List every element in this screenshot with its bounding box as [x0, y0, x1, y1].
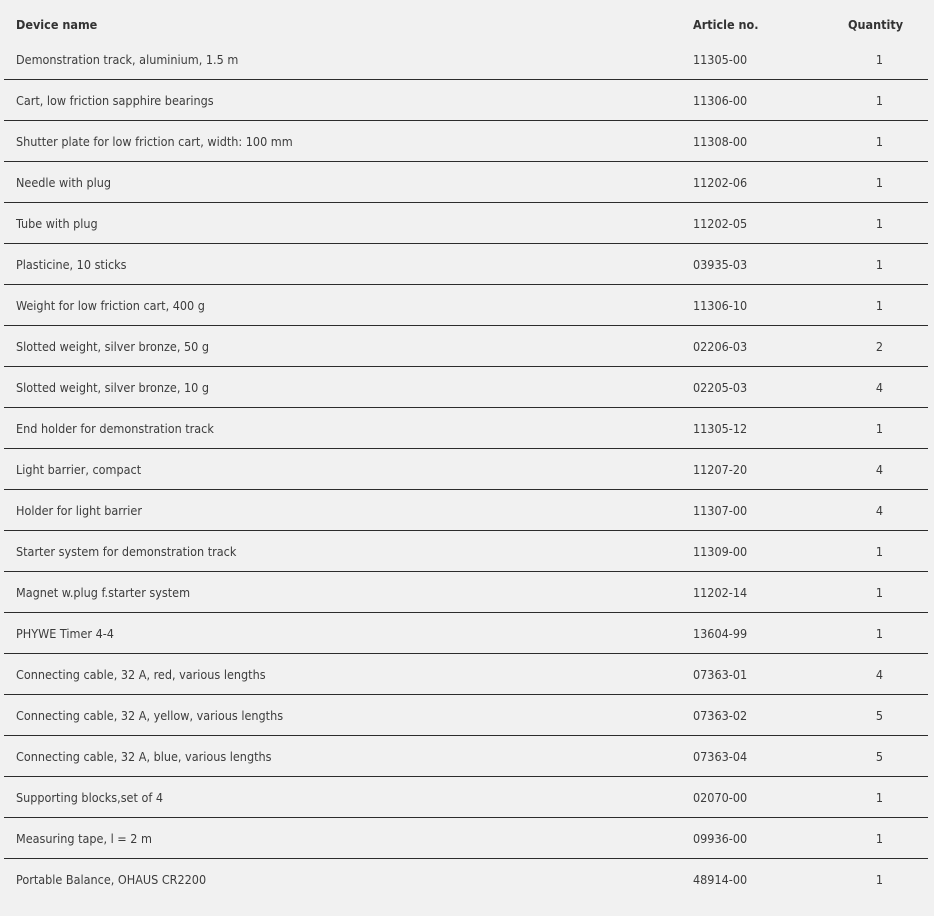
quantity-cell: 1	[875, 52, 884, 67]
device-name-cell: Slotted weight, silver bronze, 50 g	[16, 338, 210, 354]
device-name-cell: Weight for low friction cart, 400 g	[16, 297, 205, 313]
table-row	[4, 285, 928, 326]
article-no-cell: 11305-00	[693, 52, 748, 67]
article-no-cell: 11202-06	[693, 174, 748, 190]
article-no-cell: 07363-01	[693, 666, 748, 682]
table-row	[4, 367, 928, 408]
device-name-cell: Connecting cable, 32 A, blue, various lengths	[16, 748, 272, 764]
quantity-cell: 1	[875, 297, 884, 313]
table-row	[4, 490, 928, 531]
quantity-cell: 5	[875, 707, 884, 723]
quantity-cell: 1	[875, 92, 884, 108]
table-row	[4, 859, 928, 900]
header-article-no: Article no.	[693, 16, 759, 32]
table-row	[4, 449, 928, 490]
device-name-cell: Shutter plate for low friction cart, width: 100 mm	[16, 133, 293, 149]
header-quantity: Quantity	[847, 16, 904, 32]
article-no-cell: 11305-12	[693, 420, 748, 436]
table-row	[4, 162, 928, 203]
table-row	[4, 777, 928, 818]
table-row	[4, 654, 928, 695]
device-name-cell: Connecting cable, 32 A, yellow, various lengths	[16, 707, 284, 723]
article-no-cell: 11207-20	[693, 461, 748, 477]
article-no-cell: 11309-00	[693, 543, 748, 559]
table-row	[4, 244, 928, 285]
quantity-cell: 1	[875, 133, 884, 149]
header-device-name: Device name	[16, 16, 98, 32]
article-no-cell: 11308-00	[693, 133, 748, 149]
article-no-cell: 11306-00	[693, 92, 748, 108]
table-row	[4, 203, 928, 244]
device-name-cell: Supporting blocks,set of 4	[16, 789, 164, 805]
article-no-cell: 02205-03	[693, 379, 748, 395]
article-no-cell: 02206-03	[693, 338, 748, 354]
table-row	[4, 408, 928, 449]
quantity-cell: 1	[875, 625, 884, 641]
quantity-cell: 1	[875, 830, 884, 846]
table-row	[4, 121, 928, 162]
device-name-cell: Measuring tape, l = 2 m	[16, 830, 152, 846]
device-name-cell: Demonstration track, aluminium, 1.5 m	[16, 52, 239, 67]
table-row	[4, 613, 928, 654]
quantity-cell: 4	[875, 666, 884, 682]
quantity-cell: 1	[875, 215, 884, 231]
equipment-table	[4, 0, 928, 900]
article-no-cell: 48914-00	[693, 872, 748, 887]
device-name-cell: Plasticine, 10 sticks	[16, 256, 127, 272]
table-row	[4, 736, 928, 777]
device-name-cell: PHYWE Timer 4-4	[16, 625, 114, 641]
device-name-cell: End holder for demonstration track	[16, 420, 214, 436]
article-no-cell: 13604-99	[693, 625, 748, 641]
table-header-row	[4, 0, 928, 46]
table-row	[4, 80, 928, 121]
article-no-cell: 09936-00	[693, 830, 748, 846]
table-row	[4, 326, 928, 367]
table-row	[4, 695, 928, 736]
article-no-cell: 03935-03	[693, 256, 748, 272]
quantity-cell: 4	[875, 502, 884, 518]
device-name-cell: Starter system for demonstration track	[16, 543, 237, 559]
table-row	[4, 46, 928, 80]
quantity-cell: 1	[875, 420, 884, 436]
device-name-cell: Tube with plug	[16, 215, 98, 231]
table-row	[4, 531, 928, 572]
device-name-cell: Magnet w.plug f.starter system	[16, 584, 191, 600]
quantity-cell: 1	[875, 543, 884, 559]
quantity-cell: 5	[875, 748, 884, 764]
article-no-cell: 11307-00	[693, 502, 748, 518]
quantity-cell: 4	[875, 379, 884, 395]
article-no-cell: 11202-05	[693, 215, 748, 231]
article-no-cell: 02070-00	[693, 789, 748, 805]
quantity-cell: 4	[875, 461, 884, 477]
quantity-cell: 1	[875, 174, 884, 190]
article-no-cell: 11306-10	[693, 297, 748, 313]
table-row	[4, 818, 928, 859]
device-name-cell: Portable Balance, OHAUS CR2200	[16, 872, 207, 887]
device-name-cell: Connecting cable, 32 A, red, various lengths	[16, 666, 266, 682]
article-no-cell: 07363-02	[693, 707, 748, 723]
quantity-cell: 2	[875, 338, 884, 354]
device-name-cell: Cart, low friction sapphire bearings	[16, 92, 214, 108]
quantity-cell: 1	[875, 872, 884, 887]
device-name-cell: Slotted weight, silver bronze, 10 g	[16, 379, 210, 395]
quantity-cell: 1	[875, 584, 884, 600]
device-name-cell: Needle with plug	[16, 174, 111, 190]
table-body	[4, 46, 928, 900]
quantity-cell: 1	[875, 256, 884, 272]
device-name-cell: Holder for light barrier	[16, 502, 142, 518]
device-name-cell: Light barrier, compact	[16, 461, 142, 477]
article-no-cell: 11202-14	[693, 584, 748, 600]
article-no-cell: 07363-04	[693, 748, 748, 764]
table-row	[4, 572, 928, 613]
quantity-cell: 1	[875, 789, 884, 805]
